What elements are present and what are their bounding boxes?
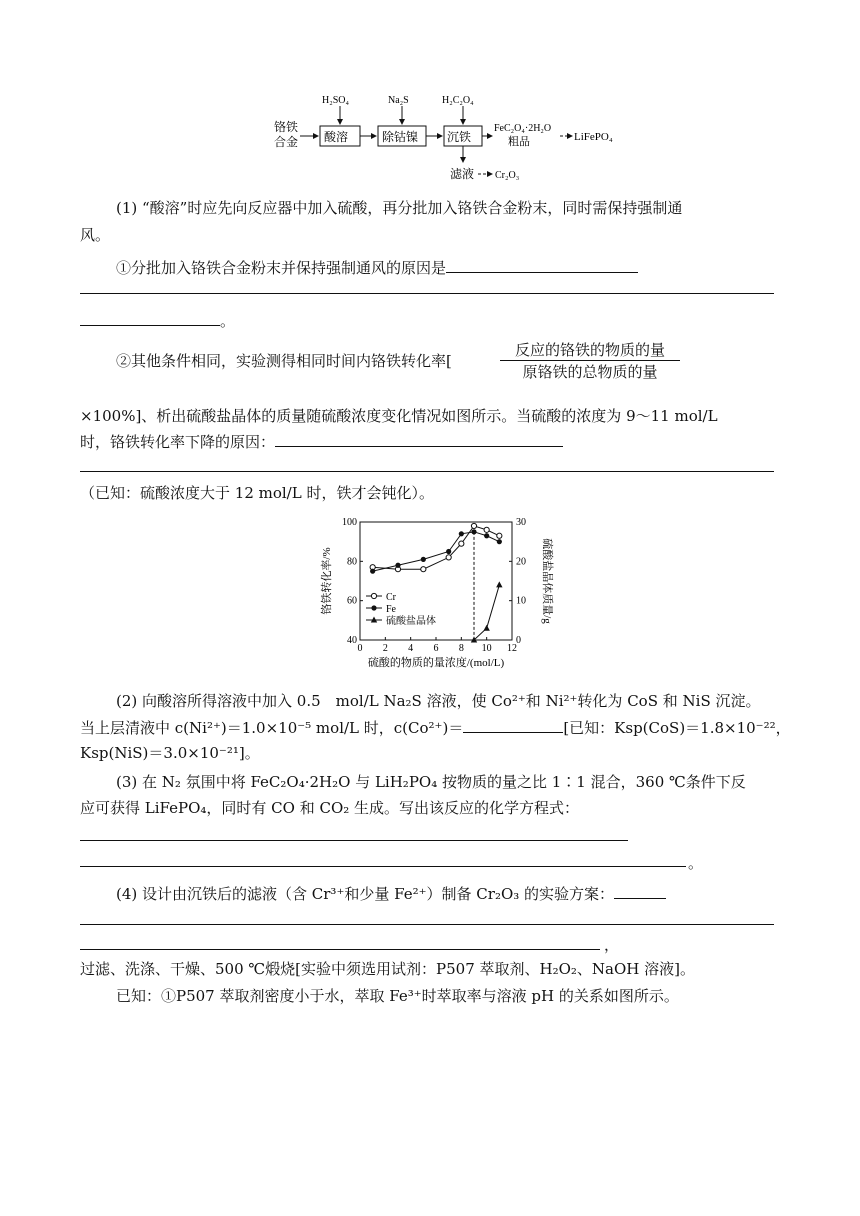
reagent-na2s: Na₂S (388, 95, 409, 106)
q2-line2-b: [已知：Ksp(CoS)＝1.8×10⁻²²， (563, 719, 791, 737)
data-point-fe (497, 539, 502, 544)
answer-line[interactable] (80, 293, 774, 294)
y-right-tick-label: 30 (516, 517, 526, 528)
q4-line1 (116, 882, 666, 905)
y-right-tick-label: 0 (516, 635, 521, 646)
data-point-fe (471, 529, 476, 534)
legend-label: Fe (386, 604, 396, 615)
flow-start-1: 铬铁 (274, 120, 299, 134)
data-point-fe (395, 563, 400, 568)
answer-line[interactable] (80, 840, 628, 841)
q1-sub2-line3 (80, 430, 563, 453)
y-left-tick-label: 40 (347, 635, 357, 646)
y-right-tick-label: 10 (516, 595, 526, 607)
legend-marker (371, 605, 376, 610)
q1-sub2-blank[interactable] (275, 430, 563, 447)
q1-sub2-line3-text: 时，铬铁转化率下降的原因： (80, 433, 276, 451)
process-flow-diagram (270, 90, 630, 190)
series-line-2 (474, 585, 499, 640)
q1-period: 。 (220, 312, 236, 330)
x-tick-label: 6 (433, 643, 439, 654)
x-tick-label: 0 (357, 643, 363, 654)
x-tick-label: 4 (408, 643, 414, 654)
legend-label: 硫酸盐晶体 (386, 616, 436, 627)
conversion-chart (316, 510, 556, 682)
x-axis-label: 硫酸的物质的量浓度/(mol/L) (367, 657, 505, 669)
y-left-tick-label: 80 (347, 556, 357, 568)
filtrate-label: 滤液 (450, 167, 475, 181)
data-point-fe (459, 531, 464, 536)
y-right-tick-label: 20 (516, 556, 526, 568)
q2-line3: Ksp(NiS)＝3.0×10⁻²¹]。 (80, 744, 260, 762)
data-point-fe (421, 557, 426, 562)
q1-sub1-blank[interactable] (446, 256, 638, 273)
box-remove-co-ni-label: 除钴镍 (382, 130, 419, 144)
q2-blank[interactable] (463, 716, 563, 733)
fraction-denominator: 原铬铁的总物质的量 (522, 363, 658, 381)
answer-line[interactable] (80, 949, 600, 950)
q4-line1-text: (4) 设计由沉铁后的滤液（含 Cr³⁺和少量 Fe²⁺）制备 Cr₂O₃ 的实验方案： (116, 885, 615, 903)
data-point-fe (484, 533, 489, 538)
chart-svg (316, 510, 556, 682)
product-crude: 粗品 (508, 136, 530, 148)
conversion-fraction (500, 340, 680, 383)
data-point-sulfate (496, 581, 502, 587)
x-tick-label: 8 (458, 643, 464, 654)
q4-blank[interactable] (614, 882, 666, 899)
data-point-fe (370, 569, 375, 574)
y-left-tick-label: 100 (342, 517, 357, 528)
q1-sub1-blank-2[interactable] (80, 309, 220, 326)
q1-sub1-text: ①分批加入铬铁合金粉末并保持强制通风的原因是 (116, 259, 447, 277)
cr2o3-label: Cr₂O₃ (495, 170, 520, 181)
y-left-tick-label: 60 (347, 595, 357, 607)
data-point-cr (484, 527, 489, 532)
answer-line[interactable] (80, 924, 774, 925)
q3-line1: (3) 在 N₂ 氛围中将 FeC₂O₄·2H₂O 与 LiH₂PO₄ 按物质的量之比 1∶1 混合，360 ℃条件下反 (116, 773, 746, 791)
q2-line1: (2) 向酸溶所得溶液中加入 0.5 mol/L Na₂S 溶液，使 Co²⁺和 Ni²⁺转化为 CoS 和 NiS 沉淀。 (116, 692, 761, 710)
x-tick-label: 2 (382, 643, 388, 654)
data-point-fe (446, 549, 451, 554)
data-point-cr (497, 533, 502, 538)
data-point-cr (459, 541, 464, 546)
reagent-h2so4: H₂SO₄ (322, 95, 349, 106)
final-product: LiFePO₄ (574, 131, 613, 143)
product-formula: FeC₂O₄·2H₂O (494, 123, 552, 134)
q3-period: 。 (688, 854, 704, 872)
plot-frame (360, 522, 512, 640)
fraction-numerator: 反应的铬铁的物质的量 (514, 341, 665, 359)
series-line-0 (373, 526, 500, 569)
q3-line2: 应可获得 LiFePO₄，同时有 CO 和 CO₂ 生成。写出该反应的化学方程式： (80, 799, 580, 817)
data-point-cr (471, 523, 476, 528)
q1-sub2-line2: ×100%]、析出硫酸盐晶体的质量随硫酸浓度变化情况如图所示。当硫酸的浓度为 9～11 mol/L (80, 407, 718, 425)
data-point-cr (446, 555, 451, 560)
legend-marker (371, 593, 376, 598)
x-tick-label: 10 (481, 643, 492, 654)
q1-line1: (1) “酸溶”时应先向反应器中加入硫酸，再分批加入铬铁合金粉末，同时需保持强制通 (116, 199, 683, 217)
box-precipitate-fe-label: 沉铁 (447, 130, 472, 144)
q2-line2-a: 当上层清液中 c(Ni²⁺)＝1.0×10⁻⁵ mol/L 时，c(Co²⁺)＝ (80, 719, 464, 737)
box-acid-dissolve-label: 酸溶 (324, 130, 349, 144)
y-right-axis-label: 硫酸盐晶体质量/g (541, 538, 553, 624)
q1-note: （已知：硫酸浓度大于 12 mol/L 时，铁才会钝化）。 (80, 484, 434, 502)
q4-comma: ， (604, 936, 620, 954)
q4-line3: 过滤、洗涤、干燥、500 ℃煅烧[实验中须选用试剂：P507 萃取剂、H₂O₂、NaOH 溶液]。 (80, 960, 695, 978)
series-line-1 (373, 532, 500, 571)
q1-line2: 风。 (80, 226, 111, 244)
data-point-cr (421, 567, 426, 572)
answer-line[interactable] (80, 471, 774, 472)
flow-start-2: 合金 (274, 135, 299, 149)
q2-line2 (80, 716, 791, 739)
data-point-sulfate (483, 625, 489, 631)
q1-sub1 (116, 256, 638, 279)
legend-label: Cr (386, 592, 396, 603)
q1-sub1-end (80, 309, 235, 332)
answer-line[interactable] (80, 866, 686, 867)
q4-line4: 已知：①P507 萃取剂密度小于水，萃取 Fe³⁺时萃取率与溶液 pH 的关系如图所示。 (116, 987, 679, 1005)
q1-sub2-pre: ②其他条件相同，实验测得相同时间内铬铁转化率[ (116, 352, 452, 370)
x-tick-label: 12 (507, 643, 517, 654)
y-left-axis-label: 铬铁转化率/% (321, 547, 333, 615)
reagent-h2c2o4: H₂C₂O₄ (442, 95, 474, 106)
